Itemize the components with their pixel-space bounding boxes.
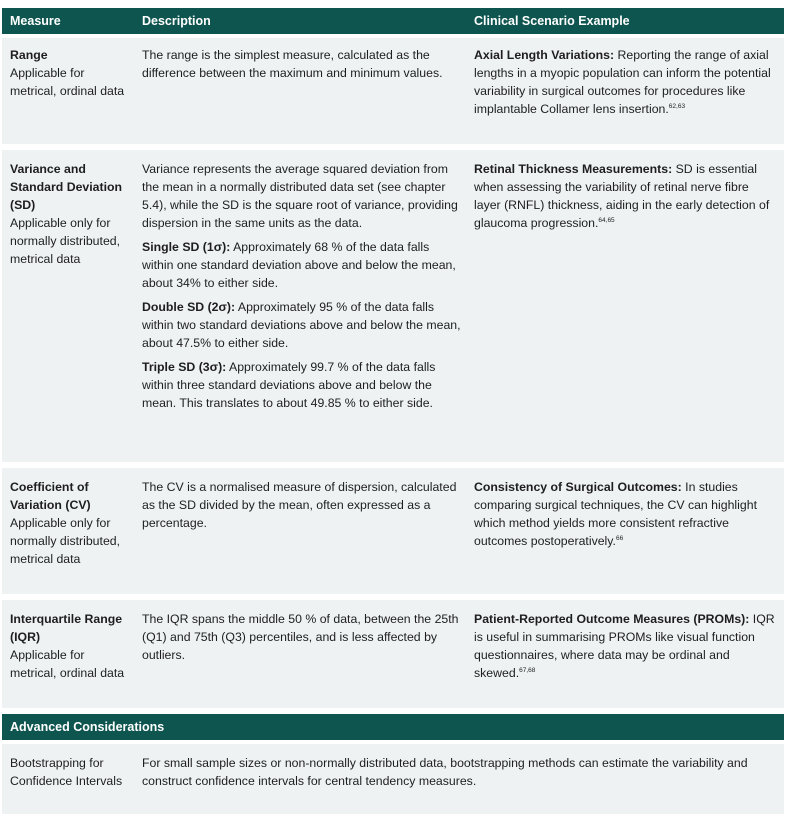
reference: 66: [615, 535, 624, 542]
measure-applicability: Applicable only for normally distributed, metrical data: [10, 516, 121, 566]
header-description: Description: [142, 14, 211, 28]
advanced-considerations-header: [2, 714, 784, 740]
double-sd-title: Double SD (2σ):: [142, 300, 236, 314]
description-cell: The range is the simplest measure, calculated as the difference between the maximum and minimum values.: [142, 48, 443, 80]
example-title: Retinal Thickness Measurements:: [474, 162, 673, 176]
example-text: In studies comparing surgical techniques, the CV can highlight which method yields more consistent refractive outcomes postoperatively.: [474, 480, 757, 548]
double-sd-text: [142, 298, 464, 352]
advanced-title: Advanced Considerations: [10, 720, 165, 734]
measure-cell: Bootstrapping for Confidence Intervals: [10, 756, 123, 788]
description-cell: For small sample sizes or non-normally distributed data, bootstrapping methods can estimate the variability and construct confidence intervals for central tendency measures.: [142, 756, 748, 788]
measure-cell: [10, 478, 130, 568]
measure-title: Interquartile Range (IQR): [10, 612, 123, 644]
single-sd-title: Single SD (1σ):: [142, 240, 231, 254]
table-header: [2, 8, 784, 34]
triple-sd-text: [142, 358, 464, 412]
single-sd-text: [142, 238, 464, 292]
measure-cell: [10, 160, 130, 268]
table-row-range: [2, 38, 784, 144]
example-title: Patient-Reported Outcome Measures (PROMs):: [474, 612, 750, 626]
measure-cell: [10, 46, 130, 100]
measure-title: Variance and Standard Deviation (SD): [10, 162, 123, 212]
table-row-iqr: [2, 600, 784, 708]
example-title: Axial Length Variations:: [474, 48, 615, 62]
description-cell: The IQR spans the middle 50 % of data, between the 25th (Q1) and 75th (Q3) percentiles, and is less affected by outliers.: [142, 612, 459, 662]
measure-applicability: Applicable for metrical, ordinal data: [10, 648, 125, 680]
header-measure: Measure: [10, 14, 61, 28]
example-cell: [474, 46, 776, 118]
description-cell: [142, 160, 464, 418]
measure-applicability: Applicable for metrical, ordinal data: [10, 66, 125, 98]
description-cell: The CV is a normalised measure of dispersion, calculated as the SD divided by the mean, often expressed as a percentage.: [142, 480, 457, 530]
triple-sd-body: Approximately 99.7 % of the data falls within three standard deviations above and below the mean. This translates to about 49.85 % to either side.: [142, 360, 436, 410]
example-title: Consistency of Surgical Outcomes:: [474, 480, 682, 494]
measure-title: Coefficient of Variation (CV): [10, 480, 91, 512]
triple-sd-title: Triple SD (3σ):: [142, 360, 227, 374]
example-cell: [474, 160, 776, 232]
table-row-bootstrapping: [2, 744, 784, 814]
example-cell: [474, 478, 776, 550]
measure-title: Range: [10, 48, 48, 62]
reference: 62,63: [668, 103, 686, 110]
example-cell: [474, 610, 776, 682]
measure-cell: [10, 610, 130, 682]
reference: 67,68: [519, 667, 536, 674]
example-text: IQR is useful in summarising PROMs like visual function questionnaires, where data may be ordinal and skewed.: [474, 612, 775, 680]
table-row-variance-sd: [2, 150, 784, 462]
example-text: SD is essential when assessing the variability of retinal nerve fibre layer (RNFL) thickness, aiding in the early detection of glaucoma progression.: [474, 162, 770, 230]
example-text: Reporting the range of axial lengths in a myopic population can inform the potential variability in surgical outcomes for procedures like implantable Collamer lens insertion.: [474, 48, 771, 116]
single-sd-body: Approximately 68 % of the data falls within one standard deviation above and below the mean, about 34% to either side.: [142, 240, 456, 290]
reference: 64,65: [598, 217, 615, 224]
double-sd-body: Approximately 95 % of the data falls within two standard deviations above and below the mean, about 47.5% to either side.: [142, 300, 461, 350]
table-row-cv: [2, 468, 784, 594]
measure-applicability: Applicable only for normally distributed, metrical data: [10, 216, 121, 266]
description-text: Variance represents the average squared deviation from the mean in a normally distributed data set (see chapter 5.4), while the SD is the square root of variance, providing dispersion in the same units as the data.: [142, 162, 458, 230]
header-clinical-example: Clinical Scenario Example: [474, 14, 630, 28]
